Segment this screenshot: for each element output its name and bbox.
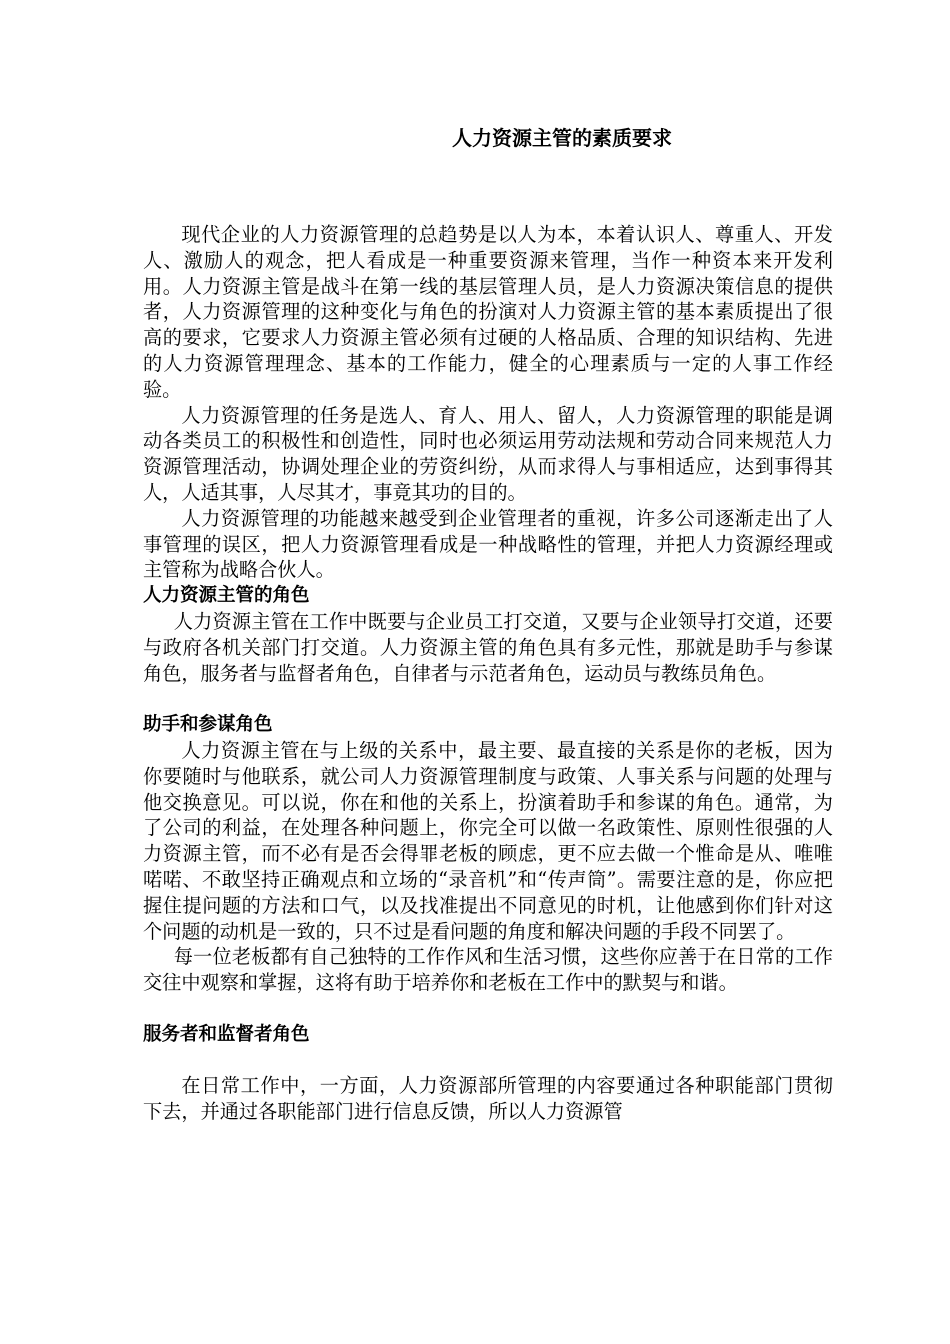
section-heading-roles: 人力资源主管的角色: [143, 585, 310, 607]
spacer: [143, 1048, 833, 1074]
intro-paragraph-3: 人力资源管理的功能越来越受到企业管理者的重视，许多公司逐渐走出了人事管理的误区，把人力资源管理看成是一种战略性的管理，并把人力资源经理或主管称为战略合伙人。: [143, 506, 833, 582]
intro-paragraph-2: 人力资源管理的任务是选人、育人、用人、留人，人力资源管理的职能是调动各类员工的积极性和创造性，同时也必须运用劳动法规和劳动合同来规范人力资源管理活动，协调处理企业的劳资纠纷，从而求得人与事相适应，达到事得其人，人适其事，人尽其才，事竟其功的目的。: [143, 403, 833, 504]
service-paragraph: 在日常工作中，一方面，人力资源部所管理的内容要通过各种职能部门贯彻下去，并通过各职能部门进行信息反馈，所以人力资源管: [143, 1074, 833, 1124]
assistant-paragraph-1: 人力资源主管在与上级的关系中，最主要、最直接的关系是你的老板，因为你要随时与他联系，就公司人力资源管理制度与政策、人事关系与问题的处理与他交换意见。可以说，你在和他的关系上，扮演着助手和参谋的角色。通常，为了公司的利益，在处理各种问题上，你完全可以做一名政策性、原则性很强的人力资源主管，而不必有是否会得罪老板的顾虑，更不应去做一个惟命是从、唯唯喏喏、不敢坚持正确观点和立场的“录音机”和“传声筒”。需要注意的是，你应把握住提问题的方法和口气，以及找准提出不同意见的时机，让他感到你们针对这个问题的动机是一致的，只不过是看问题的角度和解决问题的手段不同罢了。: [143, 738, 833, 943]
section-heading-service: 服务者和监督者角色: [143, 1023, 310, 1045]
roles-paragraph: 人力资源主管在工作中既要与企业员工打交道，又要与企业领导打交道，还要与政府各机关部门打交道。人力资源主管的角色具有多元性，那就是助手与参谋角色，服务者与监督者角色，自律者与示范者角色，运动员与教练员角色。: [143, 609, 833, 685]
document-title: 人力资源主管的素质要求: [452, 126, 672, 150]
spacer: [143, 996, 833, 1022]
section-heading-assistant: 助手和参谋角色: [143, 714, 273, 736]
intro-paragraph-1: 现代企业的人力资源管理的总趋势是以人为本，本着认识人、尊重人、开发人、激励人的观念，把人看成是一种重要资源来管理，当作一种资本来开发利用。人力资源主管是战斗在第一线的基层管理人员，是人力资源决策信息的提供者，人力资源管理的这种变化与角色的扮演对人力资源主管的基本素质提出了很高的要求，它要求人力资源主管必须有过硬的人格品质、合理的知识结构、先进的人力资源管理理念、基本的工作能力，健全的心理素质与一定的人事工作经验。: [143, 223, 833, 401]
assistant-paragraph-2: 每一位老板都有自己独特的工作作风和生活习惯，这些你应善于在日常的工作交往中观察和掌握，这将有助于培养你和老板在工作中的默契与和谐。: [143, 945, 833, 995]
spacer: [143, 686, 833, 712]
document-body: [143, 222, 833, 1125]
